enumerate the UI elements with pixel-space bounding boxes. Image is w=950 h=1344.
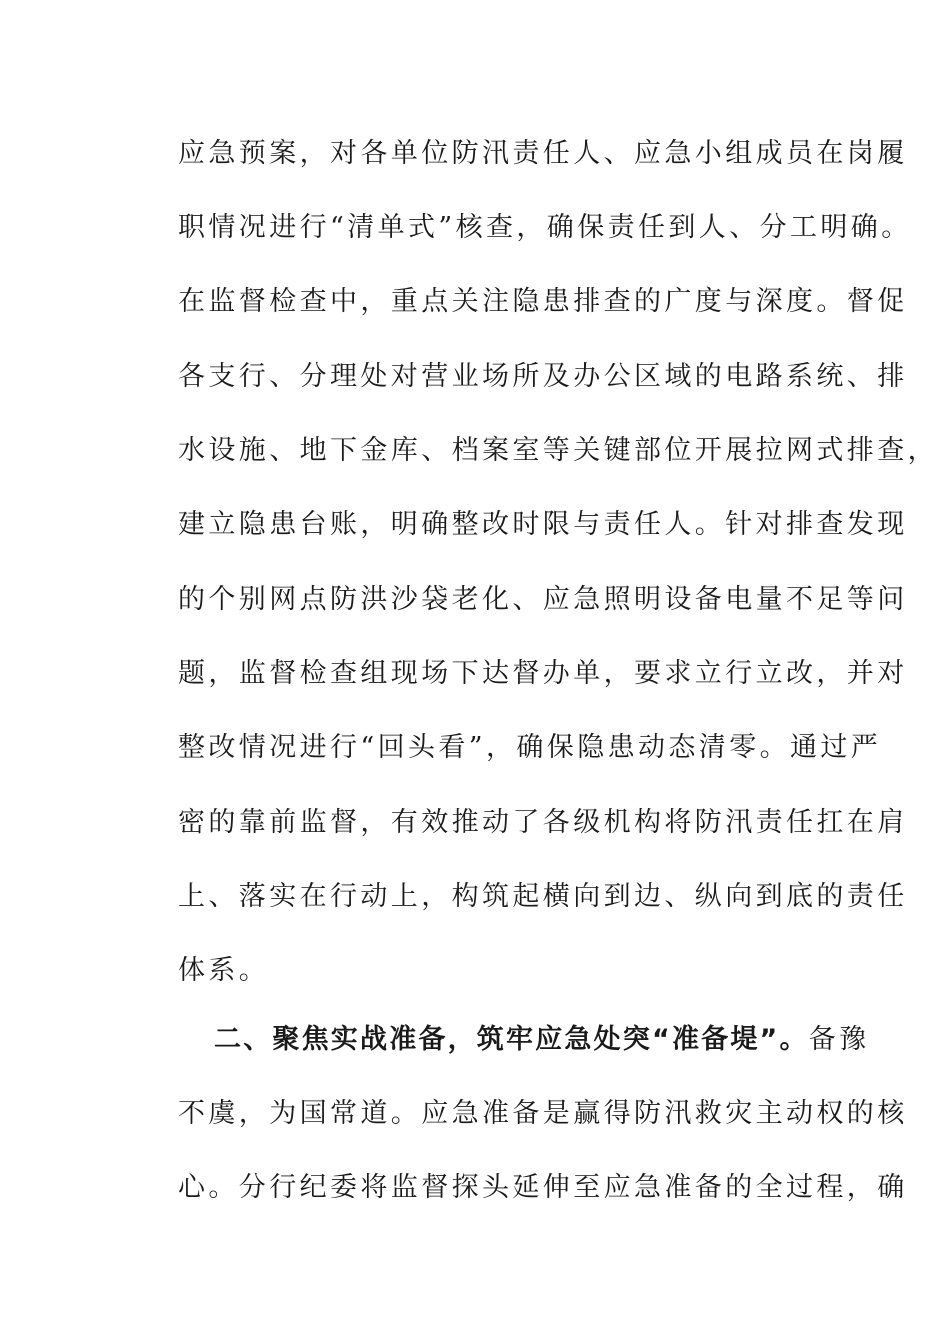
body-text-line: 在监督检查中，重点关注隐患排查的广度与深度。督促: [178, 286, 908, 317]
body-text-line: 水设施、地下金库、档案室等关键部位开展拉网式排查，: [178, 435, 938, 466]
body-text-line: 整改情况进行“回头看”，确保隐患动态清零。通过严: [178, 732, 882, 763]
body-text-line: 各支行、分理处对营业场所及办公区域的电路系统、排: [178, 361, 908, 392]
body-text-line: 题，监督检查组现场下达督办单，要求立行立改，并对: [178, 658, 908, 689]
body-text-line: 职情况进行“清单式”核查，确保责任到人、分工明确。: [178, 212, 912, 243]
body-text-line: 心。分行纪委将监督探头延伸至应急准备的全过程，确: [178, 1172, 908, 1203]
body-text-line: 建立隐患台账，明确整改时限与责任人。针对排查发现: [178, 509, 908, 540]
body-text-line: 上、落实在行动上，构筑起横向到边、纵向到底的责任: [178, 881, 908, 912]
heading-tail-text: 备豫: [808, 1024, 870, 1055]
section-heading-line: [214, 1022, 870, 1058]
body-text-line: 应急预案，对各单位防汛责任人、应急小组成员在岗履: [178, 138, 908, 169]
body-text-line: 密的靠前监督，有效推动了各级机构将防汛责任扛在肩: [178, 807, 908, 838]
body-text-line: 的个别网点防洪沙袋老化、应急照明设备电量不足等问: [178, 584, 908, 615]
body-text-line: 体系。: [178, 955, 270, 986]
body-text-line: 不虞，为国常道。应急准备是赢得防汛救灾主动权的核: [178, 1098, 908, 1129]
section-heading: 二、聚焦实战准备，筑牢应急处突“准备堤”。: [214, 1024, 809, 1055]
